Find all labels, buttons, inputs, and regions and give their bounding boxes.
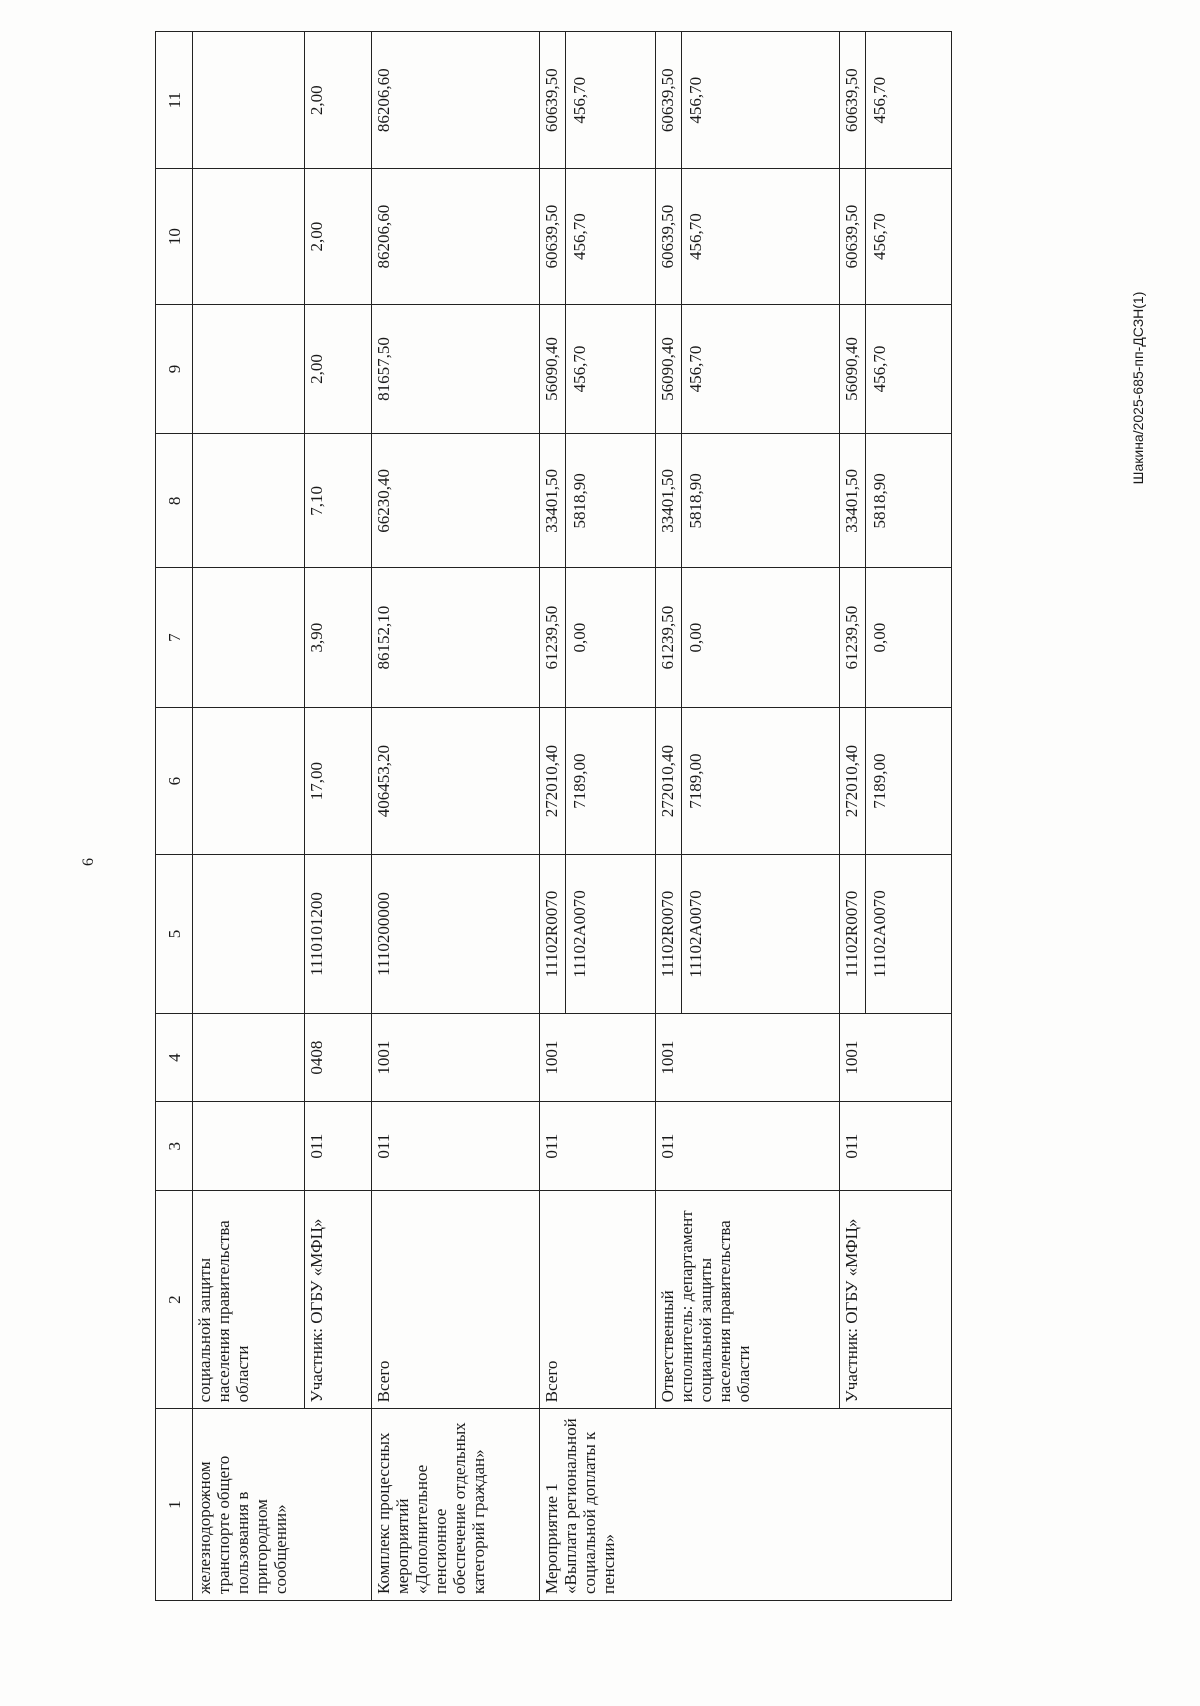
value-b: 11102A0070	[681, 855, 705, 1012]
value-a: 60639,50	[542, 68, 561, 133]
cell-c6: 406453,20	[372, 707, 540, 854]
cell-c5: 1110200000	[372, 855, 540, 1013]
cell-c9	[840, 304, 952, 434]
value-b: 7189,00	[565, 708, 589, 854]
executor-cell: Участник: ОГБУ «МФЦ»	[305, 1191, 372, 1409]
cell-c7: 86152,10	[372, 568, 540, 708]
page-number: 6	[80, 858, 97, 866]
value-a: 11102R0070	[658, 890, 677, 978]
header-cell-1: 1	[156, 1409, 193, 1601]
cell-c10	[656, 169, 840, 304]
value-b: 456,70	[865, 169, 889, 303]
cell-c4: 1001	[656, 1013, 840, 1102]
cell-c6	[840, 707, 952, 854]
cell-c9	[656, 304, 840, 434]
value-b: 456,70	[681, 305, 705, 434]
value-a: 33401,50	[542, 468, 561, 533]
value-a: 61239,50	[542, 605, 561, 670]
cell-c5	[656, 855, 840, 1013]
value-a: 56090,40	[842, 337, 861, 401]
header-cell-8: 8	[156, 434, 193, 568]
cell-c5	[540, 855, 656, 1013]
value-b: 456,70	[681, 32, 705, 168]
cell-c8	[193, 434, 305, 568]
value-a: 33401,50	[842, 468, 861, 533]
footer-doc-code	[1130, 291, 1158, 485]
value-b: 5818,90	[681, 434, 705, 567]
header-row	[156, 32, 193, 1601]
cell-c6	[540, 707, 656, 854]
value-b: 5818,90	[865, 434, 889, 567]
cell-c11: 86206,60	[372, 32, 540, 169]
table-row	[193, 32, 305, 1601]
cell-c6	[656, 707, 840, 854]
cell-c7	[656, 568, 840, 708]
value-b: 11102A0070	[565, 855, 589, 1012]
header-cell-7: 7	[156, 568, 193, 708]
cell-c7: 3,90	[305, 568, 372, 708]
value-a: 11102R0070	[542, 890, 561, 978]
cell-c6: 17,00	[305, 707, 372, 854]
cell-c4	[193, 1013, 305, 1102]
cell-c10: 2,00	[305, 169, 372, 304]
cell-c5	[193, 855, 305, 1013]
cell-c5	[840, 855, 952, 1013]
cell-c8: 7,10	[305, 434, 372, 568]
value-b: 456,70	[865, 305, 889, 434]
cell-c10	[840, 169, 952, 304]
cell-c10	[193, 169, 305, 304]
cell-c3: 011	[372, 1102, 540, 1191]
value-a: 60639,50	[658, 68, 677, 133]
header-cell-6: 6	[156, 707, 193, 854]
cell-c9: 81657,50	[372, 304, 540, 434]
executor-cell: Всего	[372, 1191, 540, 1409]
header-cell-9: 9	[156, 304, 193, 434]
value-a: 56090,40	[542, 337, 561, 401]
value-a: 61239,50	[842, 605, 861, 670]
table-row	[372, 32, 540, 1601]
value-b: 7189,00	[865, 708, 889, 854]
cell-c10	[540, 169, 656, 304]
cell-c11	[193, 32, 305, 169]
value-a: 272010,40	[842, 745, 861, 818]
value-b: 0,00	[865, 568, 889, 707]
cell-c5: 1110101200	[305, 855, 372, 1013]
header-cell-11: 11	[156, 32, 193, 169]
cell-c9	[540, 304, 656, 434]
value-b: 0,00	[565, 568, 589, 707]
table-row	[305, 32, 372, 1601]
header-cell-4: 4	[156, 1013, 193, 1102]
value-a: 272010,40	[542, 745, 561, 818]
cell-c7	[540, 568, 656, 708]
cell-c11	[656, 32, 840, 169]
value-a: 272010,40	[658, 745, 677, 818]
value-b: 0,00	[681, 568, 705, 707]
executor-cell: Участник: ОГБУ «МФЦ»	[840, 1191, 952, 1409]
row-title-cell: железнодорожном транспорте общего пользования в пригородном сообщении»	[193, 1409, 372, 1601]
value-b: 7189,00	[681, 708, 705, 854]
table-row	[540, 32, 656, 1601]
header-cell-10: 10	[156, 169, 193, 304]
cell-c11	[840, 32, 952, 169]
table-row	[656, 32, 840, 1601]
cell-c9: 2,00	[305, 304, 372, 434]
footer-text: Шакина/2025-685-пп-ДСЗН(1)	[1130, 291, 1146, 485]
value-a: 60639,50	[658, 204, 677, 269]
value-b: 456,70	[865, 32, 889, 168]
executor-cell: Всего	[540, 1191, 656, 1409]
header-cell-2: 2	[156, 1191, 193, 1409]
table-row	[840, 32, 952, 1601]
header-cell-3: 3	[156, 1102, 193, 1191]
cell-c8: 66230,40	[372, 434, 540, 568]
cell-c3: 011	[540, 1102, 656, 1191]
value-b: 456,70	[565, 305, 589, 434]
value-b: 11102A0070	[865, 855, 889, 1012]
executor-cell: социальной защиты населения правительства области	[193, 1191, 305, 1409]
budget-table	[155, 31, 952, 1601]
row-title-cell: Комплекс процессных мероприятий «Дополнительное пенсионное обеспечение отдельных категорий граждан»	[372, 1409, 540, 1601]
cell-c7	[193, 568, 305, 708]
cell-c7	[840, 568, 952, 708]
cell-c6	[193, 707, 305, 854]
cell-c11	[540, 32, 656, 169]
cell-c4: 1001	[540, 1013, 656, 1102]
cell-c4: 0408	[305, 1013, 372, 1102]
cell-c8	[540, 434, 656, 568]
value-a: 60639,50	[842, 204, 861, 269]
executor-cell: Ответственный исполнитель: департамент социальной защиты населения правительства области	[656, 1191, 840, 1409]
header-cell-5: 5	[156, 855, 193, 1013]
cell-c3	[193, 1102, 305, 1191]
cell-c3: 011	[840, 1102, 952, 1191]
cell-c10: 86206,60	[372, 169, 540, 304]
cell-c9	[193, 304, 305, 434]
value-b: 456,70	[565, 169, 589, 303]
cell-c3: 011	[305, 1102, 372, 1191]
value-b: 456,70	[565, 32, 589, 168]
value-b: 456,70	[681, 169, 705, 303]
value-a: 60639,50	[842, 68, 861, 133]
value-a: 61239,50	[658, 605, 677, 670]
value-a: 56090,40	[658, 337, 677, 401]
budget-table-rotated	[155, 31, 1200, 1601]
value-a: 60639,50	[542, 204, 561, 269]
cell-c8	[840, 434, 952, 568]
value-a: 33401,50	[658, 468, 677, 533]
cell-c4: 1001	[372, 1013, 540, 1102]
cell-c8	[656, 434, 840, 568]
value-a: 11102R0070	[842, 890, 861, 978]
cell-c11: 2,00	[305, 32, 372, 169]
row-title-cell: Мероприятие 1 «Выплата региональной социальной доплаты к пенсии»	[540, 1409, 952, 1601]
cell-c3: 011	[656, 1102, 840, 1191]
value-b: 5818,90	[565, 434, 589, 567]
cell-c4: 1001	[840, 1013, 952, 1102]
